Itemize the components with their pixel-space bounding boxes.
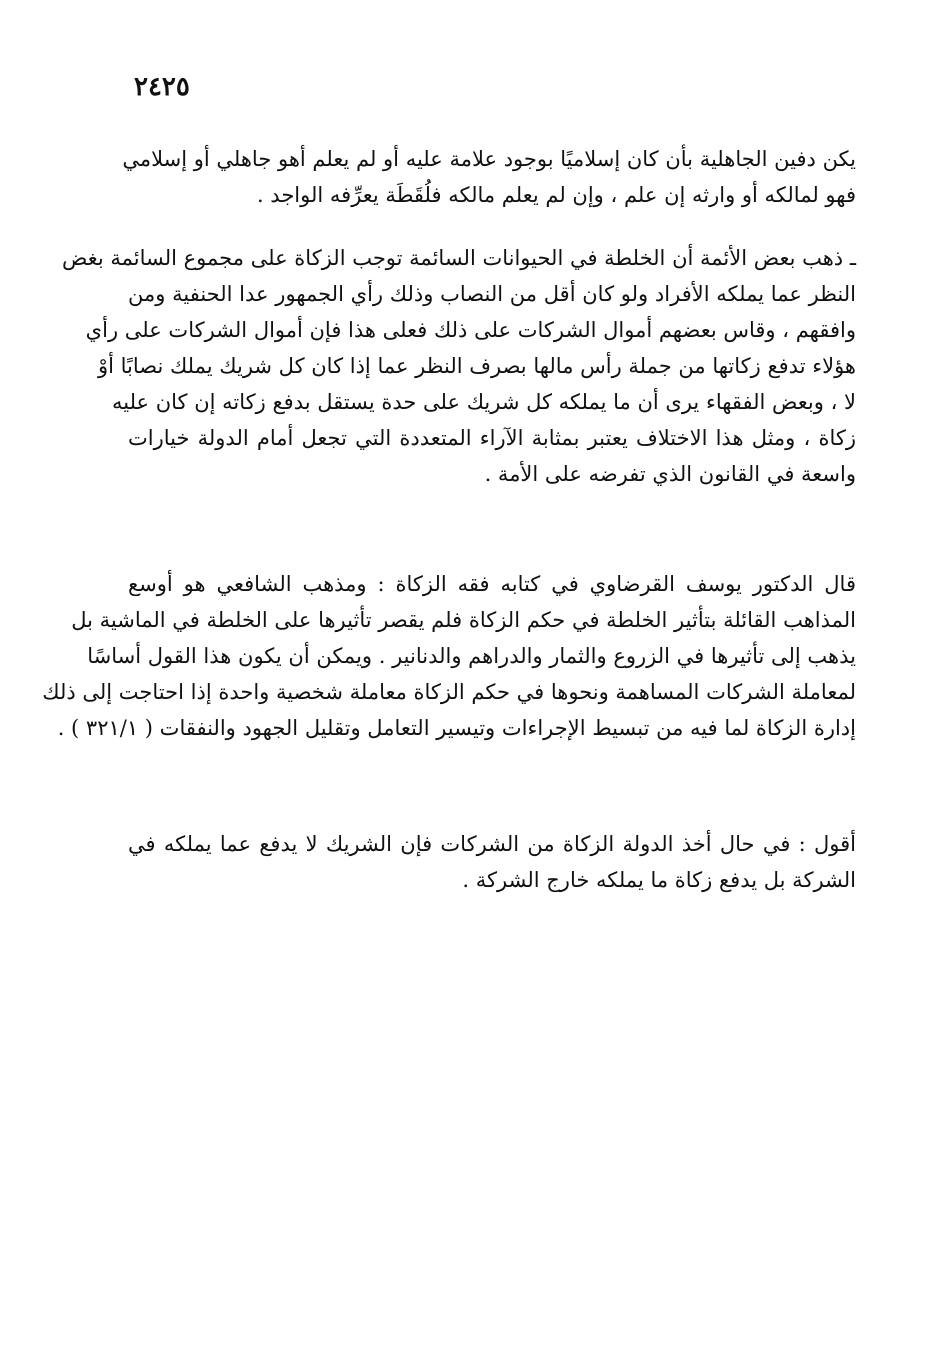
- paragraph-line: وافقهم ، وقاس بعضهم أموال الشركات على ذلك فعلى هذا فإن أموال الشركات على رأي: [85, 318, 856, 342]
- paragraph-line: ـ ذهب بعض الأئمة أن الخلطة في الحيوانات السائمة توجب الزكاة على مجموع السائمة بغض: [61, 246, 856, 270]
- paragraph-2: [61, 240, 856, 492]
- paragraph-line: النظر عما يملكه الأفراد ولو كان أقل من النصاب وذلك رأي الجمهور عدا الحنفية ومن: [128, 282, 856, 306]
- paragraph-line: يذهب إلى تأثيرها في الزروع والثمار والدراهم والدنانير . ويمكن أن يكون هذا القول أساسًا: [87, 644, 856, 668]
- paragraph-4-opinion: [128, 826, 856, 898]
- paragraph-line: لمعاملة الشركات المساهمة ونحوها في حكم الزكاة معاملة شخصية واحدة إذا احتاجت إلى ذلك: [42, 680, 856, 704]
- paragraph-line: واسعة في القانون الذي تفرضه على الأمة .: [484, 462, 856, 486]
- page-number: ٢٤٢٥: [134, 72, 190, 102]
- paragraph-line: هؤلاء تدفع زكاتها من جملة رأس مالها بصرف النظر عما إذا كان كل شريك يملك نصابًا أوْ: [97, 354, 856, 378]
- paragraph-3-quote: [42, 566, 856, 746]
- paragraph-line: الشركة بل يدفع زكاة ما يملكه خارج الشركة .: [462, 868, 856, 892]
- paragraph-1: [122, 141, 856, 213]
- paragraph-line: قال الدكتور يوسف القرضاوي في كتابه فقه الزكاة : ومذهب الشافعي هو أوسع: [128, 572, 856, 596]
- paragraph-line: أقول : في حال أخذ الدولة الزكاة من الشركات فإن الشريك لا يدفع عما يملكه في: [128, 832, 856, 856]
- paragraph-line: إدارة الزكاة لما فيه من تبسيط الإجراءات وتيسير التعامل وتقليل الجهود والنفقات ( ٣٢١/١ ) .: [57, 716, 856, 740]
- paragraph-line: لا ، وبعض الفقهاء يرى أن ما يملكه كل شريك على حدة يستقل بدفع زكاته إن كان عليه: [111, 390, 856, 414]
- paragraph-line: فهو لمالكه أو وارثه إن علم ، وإن لم يعلم مالكه فلُقَطَة يعرِّفه الواجد .: [256, 183, 856, 207]
- paragraph-line: المذاهب القائلة بتأثير الخلطة في حكم الزكاة فلم يقصر تأثيرها على الخلطة في الماشية بل: [71, 608, 856, 632]
- paragraph-line: زكاة ، ومثل هذا الاختلاف يعتبر بمثابة الآراء المتعددة التي تجعل أمام الدولة خيارات: [128, 426, 856, 450]
- paragraph-line: يكن دفين الجاهلية بأن كان إسلاميًا بوجود علامة عليه أو لم يعلم أهو جاهلي أو إسلامي: [122, 147, 856, 171]
